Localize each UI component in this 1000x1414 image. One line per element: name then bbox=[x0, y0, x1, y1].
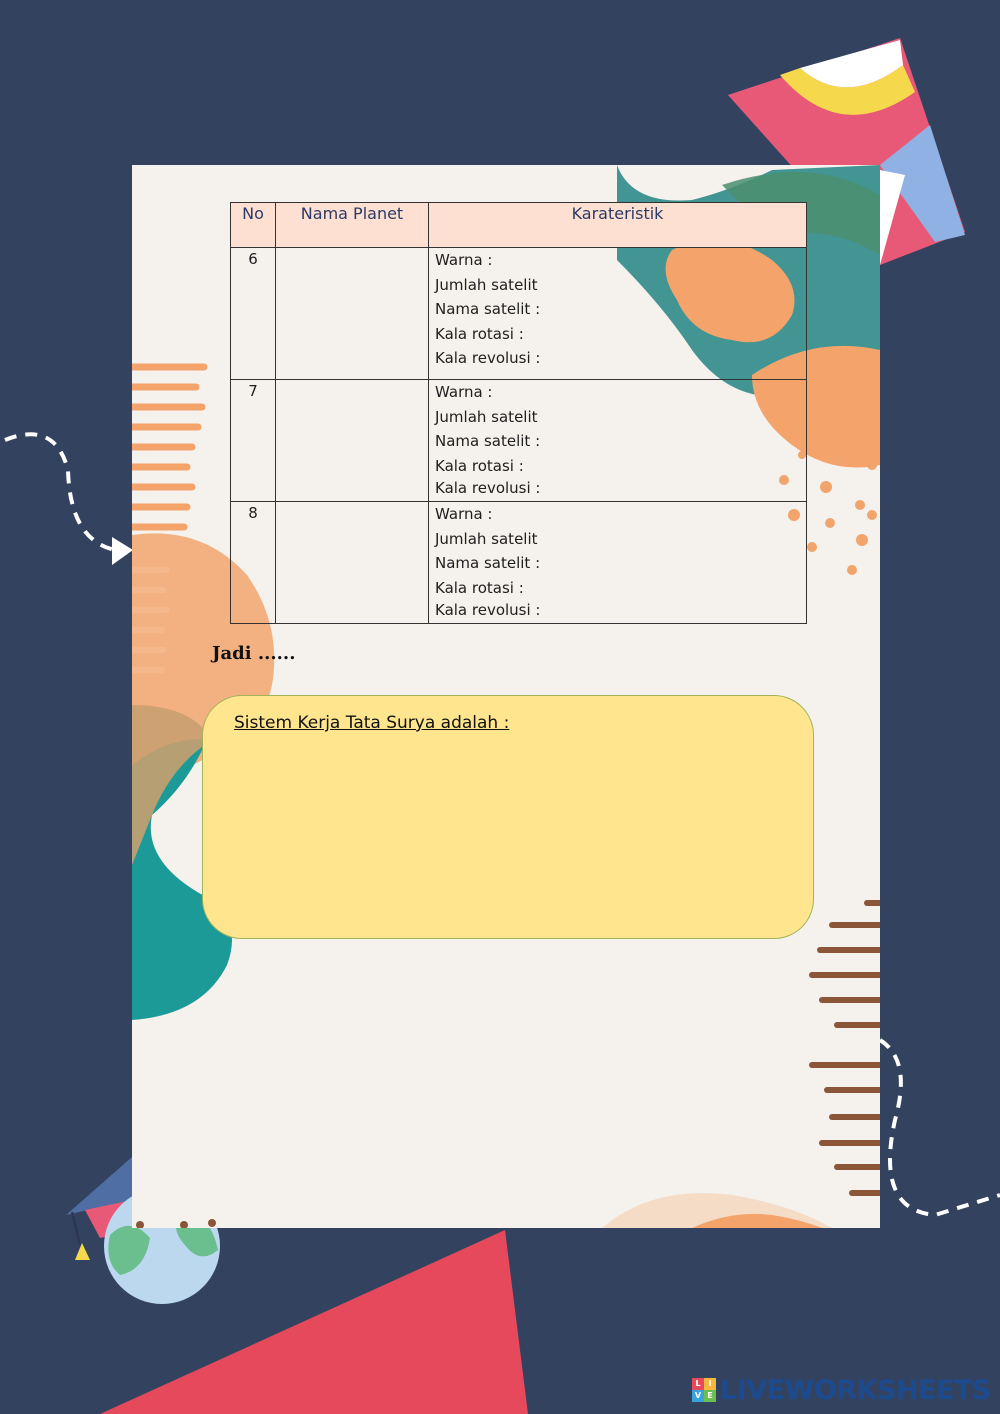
karakteristik-line: Kala revolusi : bbox=[435, 479, 541, 497]
karakteristik-cell[interactable] bbox=[429, 248, 807, 380]
karakteristik-line: Nama satelit : bbox=[435, 554, 541, 572]
answer-box[interactable] bbox=[202, 695, 814, 939]
liveworksheets-logo bbox=[692, 1376, 991, 1404]
header-karakteristik: Karateristik bbox=[429, 203, 807, 248]
dashed-line-decoration bbox=[880, 1040, 1000, 1215]
row-number: 8 bbox=[231, 502, 276, 624]
planet-table bbox=[230, 202, 807, 624]
karakteristik-line: Warna : bbox=[435, 505, 493, 523]
logo-letter: E bbox=[704, 1390, 716, 1402]
table-row bbox=[231, 380, 807, 502]
stripes-decoration bbox=[132, 367, 204, 527]
karakteristik-cell[interactable] bbox=[429, 502, 807, 624]
karakteristik-line: Kala revolusi : bbox=[435, 349, 541, 367]
logo-text: LIVEWORKSHEETS bbox=[720, 1374, 991, 1406]
karakteristik-line: Kala rotasi : bbox=[435, 578, 524, 597]
karakteristik-line: Kala revolusi : bbox=[435, 601, 541, 619]
conclusion-label: Jadi ...... bbox=[212, 643, 296, 664]
brown-stripes-decoration bbox=[812, 903, 880, 1193]
worksheet-page bbox=[132, 165, 880, 1228]
answer-box-title: Sistem Kerja Tata Surya adalah : bbox=[234, 713, 510, 733]
karakteristik-line: Jumlah satelit bbox=[435, 407, 538, 426]
planet-name-input[interactable] bbox=[276, 248, 429, 380]
karakteristik-line: Kala rotasi : bbox=[435, 324, 524, 343]
table-row bbox=[231, 502, 807, 624]
karakteristik-cell[interactable] bbox=[429, 380, 807, 502]
table-row bbox=[231, 248, 807, 380]
header-no: No bbox=[231, 203, 276, 248]
table-header-row bbox=[231, 203, 807, 248]
karakteristik-line: Jumlah satelit bbox=[435, 275, 538, 294]
logo-letter: V bbox=[692, 1390, 704, 1402]
karakteristik-line: Nama satelit : bbox=[435, 300, 541, 318]
karakteristik-line: Kala rotasi : bbox=[435, 456, 524, 475]
dashed-arrow-icon bbox=[5, 434, 133, 565]
karakteristik-line: Warna : bbox=[435, 251, 493, 269]
answer-input[interactable] bbox=[234, 746, 783, 918]
planet-name-input[interactable] bbox=[276, 502, 429, 624]
karakteristik-line: Nama satelit : bbox=[435, 432, 541, 450]
karakteristik-line: Jumlah satelit bbox=[435, 529, 538, 548]
header-nama-planet: Nama Planet bbox=[276, 203, 429, 248]
logo-letter: L bbox=[692, 1378, 704, 1390]
planet-name-input[interactable] bbox=[276, 380, 429, 502]
logo-mark-icon bbox=[692, 1378, 716, 1402]
row-number: 6 bbox=[231, 248, 276, 380]
logo-letter: I bbox=[704, 1378, 716, 1390]
karakteristik-line: Warna : bbox=[435, 383, 493, 401]
row-number: 7 bbox=[231, 380, 276, 502]
